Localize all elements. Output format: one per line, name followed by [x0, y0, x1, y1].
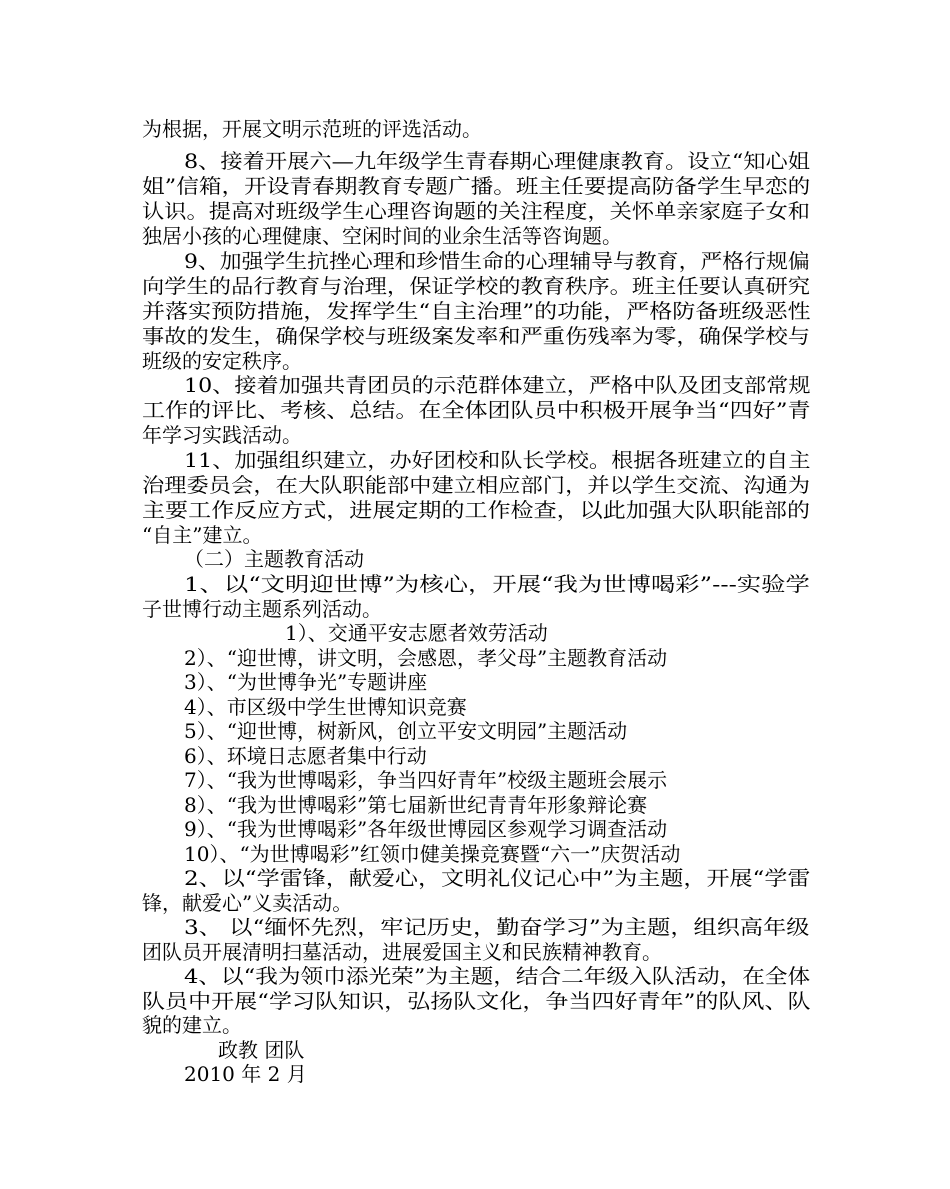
text-line: 向学生的品行教育与治理，保证学校的教育秩序。班主任要认真研究: [142, 274, 810, 298]
list-item: 5）、“迎世博，树新风，创立平安文明园”主题活动: [184, 719, 628, 743]
text-line: 独居小孩的心理健康、空闲时间的业余生活等咨询题。: [142, 224, 622, 248]
list-item: 8）、“我为世博喝彩”第七届新世纪青青年形象辩论赛: [184, 793, 648, 817]
text-line: “自主”建立。: [142, 523, 263, 547]
text-line: 班级的安定秩序。: [142, 349, 302, 373]
text-line: 姐”信箱，开设青春期教育专题广播。班主任要提高防备学生早恋的: [142, 174, 811, 198]
list-item: 4）、市区级中学生世博知识竞赛: [184, 695, 467, 719]
text-line: 团队员开展清明扫墓活动，进展爱国主义和民族精神教育。: [142, 940, 662, 964]
text-line: 9、加强学生抗挫心理和珍惜生命的心理辅导与教育，严格行规偏: [184, 249, 810, 273]
text-line: 锋，献爱心”义卖活动。: [142, 891, 353, 915]
text-line: 并落实预防措施，发挥学生“自主治理”的功能，严格防备班级恶性: [142, 299, 811, 323]
text-line: 年学习实践活动。: [142, 423, 302, 447]
text-line: 8、接着开展六—九年级学生青春期心理健康教育。设立“知心姐: [184, 149, 810, 173]
list-item: 9）、“我为世博喝彩”各年级世博园区参观学习调查活动: [184, 817, 668, 841]
text-line: 10、接着加强共青团员的示范群体建立，严格中队及团支部常规: [184, 373, 811, 397]
signature-department: 政教 团队: [218, 1038, 305, 1062]
text-line: 11、加强组织建立，办好团校和队长学校。根据各班建立的自主: [184, 448, 811, 472]
text-line: 认识。提高对班级学生心理咨询题的关注程度，关怀单亲家庭子女和: [142, 199, 810, 223]
list-item: 1）、交通平安志愿者效劳活动: [285, 621, 548, 645]
list-item: 3）、“为世博争光”专题讲座: [184, 670, 428, 694]
text-line: 4、以“我为领巾添光荣”为主题，结合二年级入队活动，在全体: [184, 964, 811, 988]
text-line: 3、 以“缅怀先烈，牢记历史，勤奋学习”为主题，组织高年级: [184, 915, 810, 939]
text-line: 1、以“文明迎世博”为核心，开展“我为世博喝彩”---实验学: [184, 572, 810, 596]
list-item: 2）、“迎世博，讲文明，会感恩，孝父母”主题教育活动: [184, 646, 668, 670]
text-line: 工作的评比、考核、总结。在全体团队员中积极开展争当“四好”青: [142, 398, 811, 422]
signature-date: 2010 年 2 月: [184, 1062, 307, 1086]
section-heading: （二）主题教育活动: [184, 547, 364, 571]
list-item: 7）、“我为世博喝彩，争当四好青年”校级主题班会展示: [184, 768, 668, 792]
text-line: 子世博行动主题系列活动。: [142, 597, 382, 621]
list-item: 10）、“为世博喝彩”红领巾健美操竞赛暨“六一”庆贺活动: [184, 842, 681, 866]
text-line: 为根据，开展文明示范班的评选活动。: [142, 117, 482, 141]
text-line: 主要工作反应方式，进展定期的工作检查，以此加强大队职能部的: [142, 498, 810, 522]
text-line: 貌的建立。: [142, 1013, 242, 1037]
list-item: 6）、环境日志愿者集中行动: [184, 744, 427, 768]
text-line: 2、以“学雷锋，献爱心，文明礼仪记心中”为主题，开展“学雷: [184, 866, 811, 890]
text-line: 事故的发生，确保学校与班级案发率和严重伤残率为零，确保学校与: [142, 324, 810, 348]
text-line: 队员中开展“学习队知识，弘扬队文化，争当四好青年”的队风、队: [142, 989, 811, 1013]
text-line: 治理委员会，在大队职能部中建立相应部门，并以学生交流、沟通为: [142, 473, 810, 497]
